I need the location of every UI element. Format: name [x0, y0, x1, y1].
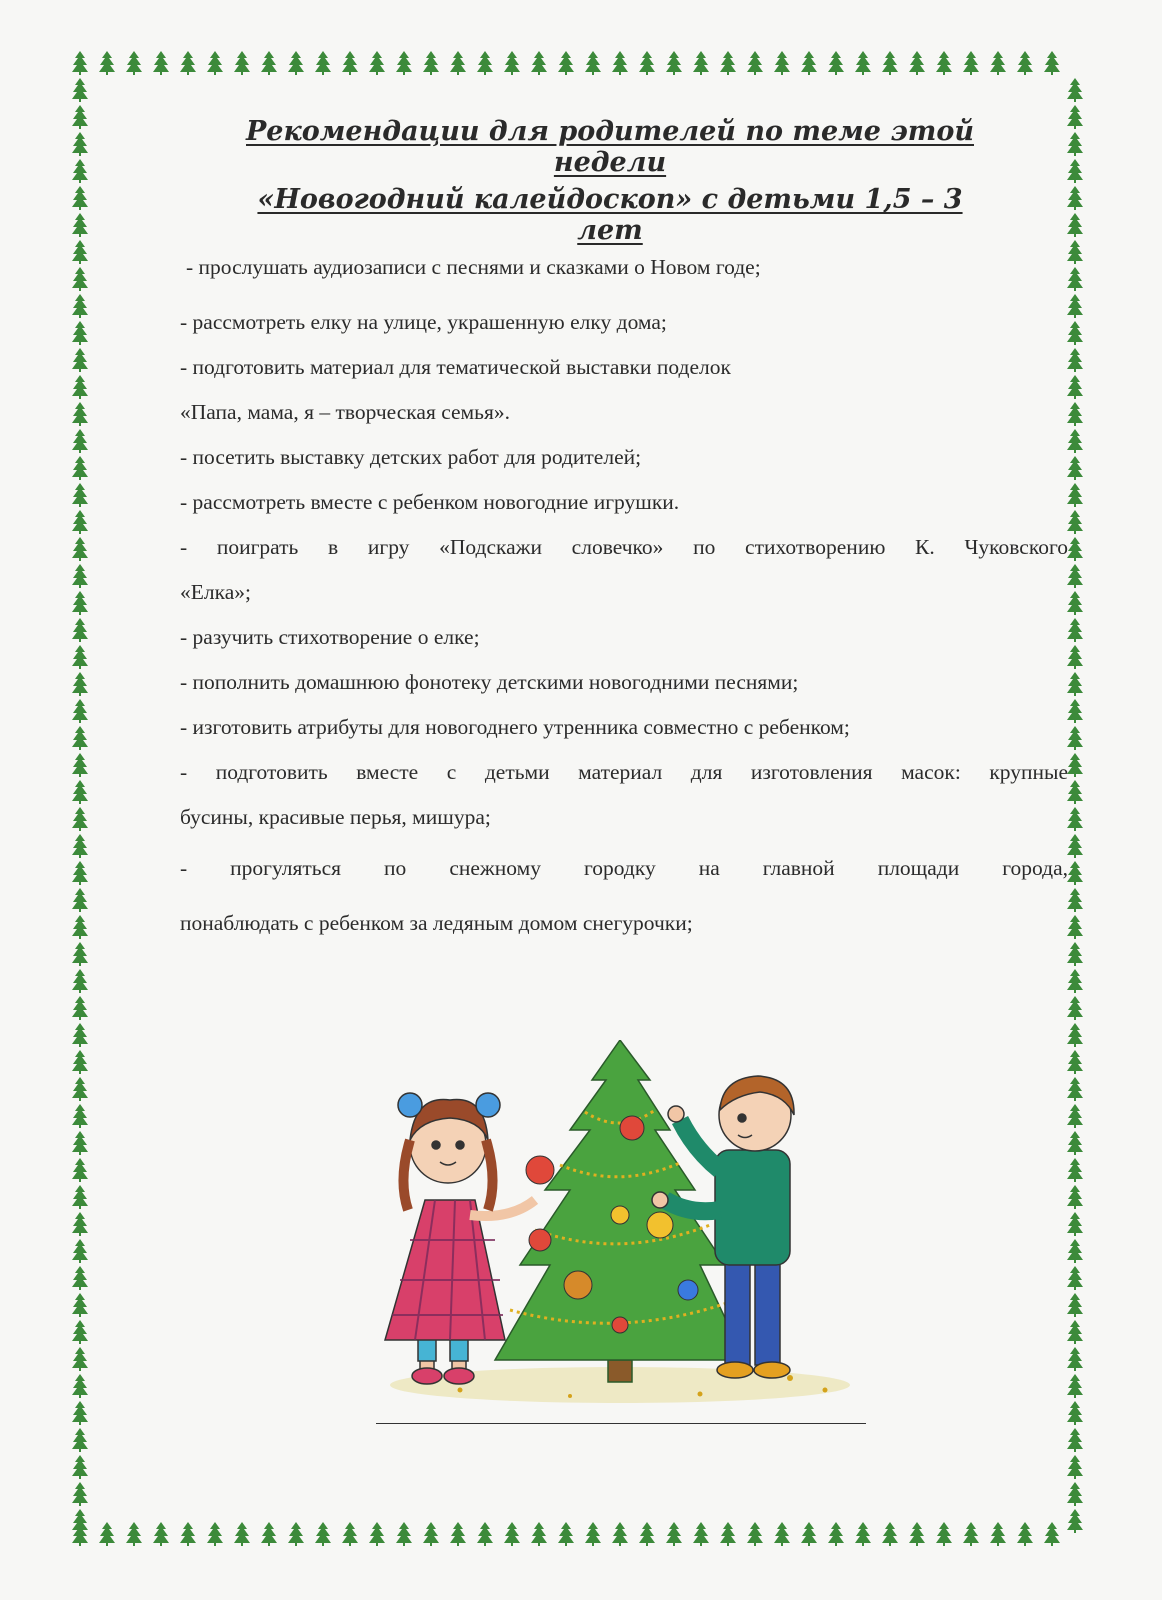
tree-border-icon [72, 186, 88, 210]
tree-border-icon [72, 834, 88, 858]
tree-border-icon [396, 1522, 412, 1546]
tree-border-icon [612, 1522, 628, 1546]
tree-border-icon [774, 51, 790, 75]
list-item: - изготовить атрибуты для новогоднего утренника совместно с ребенком; [180, 715, 850, 739]
tree-border-icon [1067, 834, 1083, 858]
tree-border-icon [72, 996, 88, 1020]
tree-border-icon [72, 429, 88, 453]
tree-border-icon [963, 51, 979, 75]
tree-border-icon [72, 1185, 88, 1209]
page-title: Рекомендации для родителей по теме этой недели [246, 116, 974, 178]
tree-border-icon [1017, 51, 1033, 75]
tree-border-icon [72, 1293, 88, 1317]
tree-border-icon [1067, 1212, 1083, 1236]
tree-border-icon [1067, 1077, 1083, 1101]
list-item: «Елка»; [180, 580, 251, 604]
tree-border-icon [99, 51, 115, 75]
tree-border-icon [1067, 942, 1083, 966]
tree-border-icon [72, 969, 88, 993]
tree-border-icon [693, 51, 709, 75]
tree-border-icon [990, 51, 1006, 75]
tree-border-icon [72, 267, 88, 291]
tree-border-icon [558, 1522, 574, 1546]
tree-border-icon [1067, 402, 1083, 426]
tree-border-icon [72, 1104, 88, 1128]
tree-border-icon [477, 1522, 493, 1546]
tree-border-icon [585, 51, 601, 75]
tree-border-icon [1067, 1293, 1083, 1317]
tree-border-icon [207, 1522, 223, 1546]
tree-border-icon [72, 672, 88, 696]
tree-border-icon [72, 1455, 88, 1479]
tree-border-icon [342, 1522, 358, 1546]
tree-border-icon [1067, 591, 1083, 615]
tree-border-icon [1067, 564, 1083, 588]
tree-border-icon [1067, 1050, 1083, 1074]
tree-border-icon [72, 699, 88, 723]
tree-border-icon [396, 51, 412, 75]
tree-border-icon [504, 51, 520, 75]
list-item: - рассмотреть вместе с ребенком новогодние игрушки. [180, 490, 680, 514]
tree-border-icon [1067, 645, 1083, 669]
tree-border-icon [72, 1428, 88, 1452]
tree-border-icon [1067, 456, 1083, 480]
tree-border-icon [261, 1522, 277, 1546]
tree-border-icon [855, 1522, 871, 1546]
tree-border-icon [72, 726, 88, 750]
tree-border-icon [72, 483, 88, 507]
tree-border-icon [801, 1522, 817, 1546]
tree-border-icon [1067, 1320, 1083, 1344]
tree-border-icon [1067, 618, 1083, 642]
tree-border-icon [612, 51, 628, 75]
tree-border-icon [72, 348, 88, 372]
tree-border-icon [72, 510, 88, 534]
tree-border-icon [234, 1522, 250, 1546]
list-item: бусины, красивые перья, мишура; [180, 805, 491, 829]
tree-border-icon [720, 51, 736, 75]
tree-border-icon [72, 1239, 88, 1263]
tree-border-icon [828, 1522, 844, 1546]
tree-border-icon [342, 51, 358, 75]
tree-border-icon [72, 780, 88, 804]
tree-border-icon [1067, 375, 1083, 399]
tree-border-icon [855, 51, 871, 75]
tree-border-icon [882, 1522, 898, 1546]
tree-border-icon [936, 51, 952, 75]
tree-border-icon [72, 240, 88, 264]
tree-border-icon [72, 861, 88, 885]
tree-border-icon [1067, 861, 1083, 885]
tree-border-icon [72, 1077, 88, 1101]
tree-border-icon [72, 1266, 88, 1290]
tree-border-icon [585, 1522, 601, 1546]
tree-border-icon [1067, 105, 1083, 129]
list-item: - прослушать аудиозаписи с песнями и сказками о Новом годе; [186, 255, 761, 279]
tree-border-icon [1067, 429, 1083, 453]
children-christmas-tree-illustration [370, 1040, 870, 1410]
tree-border-icon [1067, 1104, 1083, 1128]
tree-border-icon [693, 1522, 709, 1546]
tree-border-icon [1067, 1482, 1083, 1506]
tree-border-icon [936, 1522, 952, 1546]
list-item: - разучить стихотворение о елке; [180, 625, 480, 649]
tree-border-icon [1067, 1509, 1083, 1533]
tree-border-icon [1067, 1347, 1083, 1371]
tree-border-icon [72, 915, 88, 939]
tree-border-icon [1044, 51, 1060, 75]
tree-border-icon [72, 591, 88, 615]
tree-border-icon [369, 1522, 385, 1546]
tree-border-icon [72, 537, 88, 561]
tree-border-icon [1067, 996, 1083, 1020]
tree-border-icon [72, 1023, 88, 1047]
tree-border-icon [72, 888, 88, 912]
tree-border-icon [72, 1050, 88, 1074]
tree-border-icon [882, 51, 898, 75]
tree-border-icon [1067, 1158, 1083, 1182]
tree-border-icon [1067, 1023, 1083, 1047]
tree-border-icon [720, 1522, 736, 1546]
list-item: «Папа, мама, я – творческая семья». [180, 400, 510, 424]
tree-border-icon [1067, 186, 1083, 210]
tree-border-icon [1067, 780, 1083, 804]
tree-border-icon [126, 51, 142, 75]
tree-border-icon [72, 213, 88, 237]
tree-border-icon [504, 1522, 520, 1546]
tree-border-icon [126, 1522, 142, 1546]
signature-line [376, 1423, 866, 1424]
tree-border-icon [153, 51, 169, 75]
tree-border-icon [72, 807, 88, 831]
tree-border-icon [1067, 1455, 1083, 1479]
tree-border-icon [666, 51, 682, 75]
list-item: - пополнить домашнюю фонотеку детскими новогодними песнями; [180, 670, 799, 694]
list-item: - рассмотреть елку на улице, украшенную елку дома; [180, 310, 667, 334]
tree-border-icon [72, 1212, 88, 1236]
tree-border-icon [1067, 672, 1083, 696]
tree-border-icon [72, 51, 88, 75]
tree-border-icon [1044, 1522, 1060, 1546]
tree-border-icon [1067, 1401, 1083, 1425]
tree-border-icon [72, 321, 88, 345]
tree-border-icon [558, 51, 574, 75]
tree-border-icon [747, 1522, 763, 1546]
tree-border-icon [963, 1522, 979, 1546]
tree-border-icon [1067, 1374, 1083, 1398]
list-item: - поиграть в игру «Подскажи словечко» по стихотворению К. Чуковского [180, 535, 1068, 559]
tree-border-icon [1067, 159, 1083, 183]
tree-border-icon [450, 1522, 466, 1546]
tree-border-icon [72, 1347, 88, 1371]
tree-border-icon [72, 1509, 88, 1533]
list-item: - прогуляться по снежному городку на главной площади города, [180, 856, 1068, 880]
tree-border-icon [639, 1522, 655, 1546]
tree-border-icon [72, 294, 88, 318]
list-item: понаблюдать с ребенком за ледяным домом снегурочки; [180, 911, 693, 935]
tree-border-icon [72, 105, 88, 129]
tree-border-icon [72, 375, 88, 399]
tree-border-icon [801, 51, 817, 75]
tree-border-icon [1067, 1266, 1083, 1290]
tree-border-icon [477, 51, 493, 75]
list-item: - подготовить материал для тематической выставки поделок [180, 355, 731, 379]
page-subtitle: «Новогодний калейдоскоп» с детьми 1,5 – 3 лет [257, 184, 963, 246]
tree-border-icon [1067, 132, 1083, 156]
tree-border-icon [288, 51, 304, 75]
tree-border-icon [72, 618, 88, 642]
tree-border-icon [72, 1401, 88, 1425]
list-item: - подготовить вместе с детьми материал для изготовления масок: крупные [180, 760, 1068, 784]
tree-border-icon [531, 51, 547, 75]
tree-border-icon [72, 1320, 88, 1344]
tree-border-icon [909, 51, 925, 75]
tree-border-icon [1067, 294, 1083, 318]
tree-border-icon [207, 51, 223, 75]
tree-border-icon [1067, 1185, 1083, 1209]
tree-border-icon [909, 1522, 925, 1546]
tree-border-icon [1067, 348, 1083, 372]
tree-border-icon [1067, 888, 1083, 912]
tree-border-icon [72, 564, 88, 588]
tree-border-icon [423, 1522, 439, 1546]
tree-border-icon [1067, 510, 1083, 534]
tree-border-icon [153, 1522, 169, 1546]
tree-border-icon [1067, 267, 1083, 291]
tree-border-icon [747, 51, 763, 75]
tree-border-icon [72, 942, 88, 966]
tree-border-icon [1017, 1522, 1033, 1546]
tree-border-icon [72, 1482, 88, 1506]
tree-border-icon [639, 51, 655, 75]
tree-border-icon [1067, 240, 1083, 264]
recommendations-list [180, 245, 1068, 946]
tree-border-icon [423, 51, 439, 75]
tree-border-icon [1067, 483, 1083, 507]
tree-border-icon [1067, 213, 1083, 237]
tree-border-icon [180, 51, 196, 75]
tree-border-icon [315, 51, 331, 75]
tree-border-icon [72, 1158, 88, 1182]
tree-border-icon [666, 1522, 682, 1546]
tree-border-icon [72, 159, 88, 183]
tree-border-icon [1067, 321, 1083, 345]
tree-border-icon [774, 1522, 790, 1546]
tree-border-icon [369, 51, 385, 75]
list-item: - посетить выставку детских работ для родителей; [180, 445, 642, 469]
tree-border-icon [234, 51, 250, 75]
tree-border-icon [72, 1131, 88, 1155]
tree-border-icon [72, 456, 88, 480]
tree-border-icon [99, 1522, 115, 1546]
tree-border-icon [72, 753, 88, 777]
tree-border-icon [180, 1522, 196, 1546]
tree-border-icon [72, 78, 88, 102]
tree-border-icon [828, 51, 844, 75]
tree-border-icon [288, 1522, 304, 1546]
tree-border-icon [72, 402, 88, 426]
tree-border-icon [450, 51, 466, 75]
tree-border-icon [1067, 78, 1083, 102]
tree-border-icon [531, 1522, 547, 1546]
tree-border-icon [72, 1374, 88, 1398]
tree-border-icon [72, 132, 88, 156]
tree-border-icon [1067, 726, 1083, 750]
tree-border-icon [1067, 699, 1083, 723]
tree-border-icon [1067, 537, 1083, 561]
tree-border-icon [1067, 1131, 1083, 1155]
tree-border-icon [990, 1522, 1006, 1546]
tree-border-icon [1067, 969, 1083, 993]
tree-border-icon [261, 51, 277, 75]
tree-border-icon [1067, 753, 1083, 777]
tree-border-icon [1067, 915, 1083, 939]
tree-border-icon [1067, 1428, 1083, 1452]
tree-border-icon [72, 645, 88, 669]
tree-border-icon [1067, 807, 1083, 831]
tree-border-icon [315, 1522, 331, 1546]
tree-border-icon [1067, 1239, 1083, 1263]
